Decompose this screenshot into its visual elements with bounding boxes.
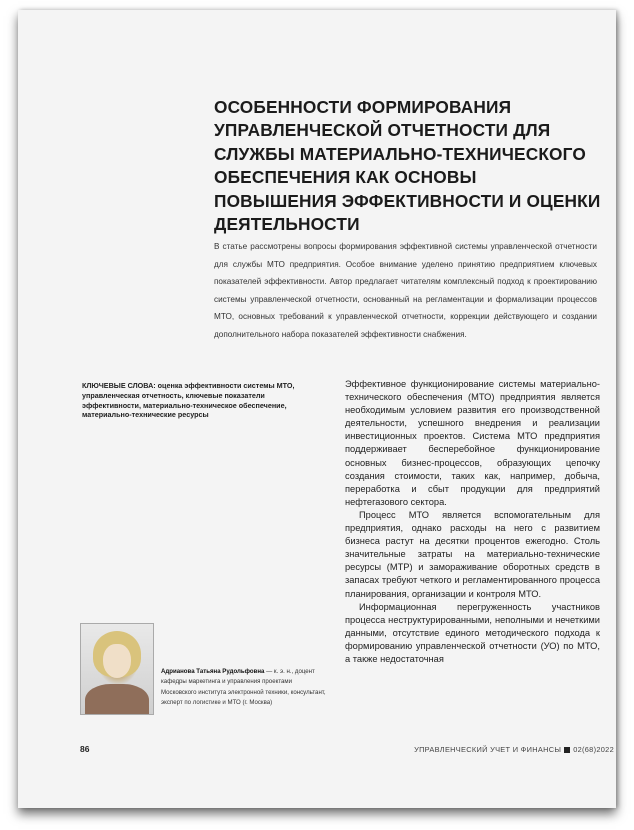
author-bio: — к. э. н., доцент кафедры маркетинга и управления проектами Московского института электронной техники, консультант, эксперт по логистике и МТО (г. Москва) [161, 668, 326, 706]
author-photo [80, 623, 154, 715]
page-number: 86 [80, 744, 90, 754]
keywords-text: оценка эффективности системы МТО, управленческая отчетность, ключевые показатели эффективности, материально-техническое обеспечение, материально-технические ресурсы [82, 381, 295, 420]
journal-footer [414, 745, 614, 754]
article-title: ОСОБЕННОСТИ ФОРМИРОВАНИЯ УПРАВЛЕНЧЕСКОЙ ОТЧЕТНОСТИ ДЛЯ СЛУЖБЫ МАТЕРИАЛЬНО-ТЕХНИЧЕСКОГО ОБЕСПЕЧЕНИЯ КАК ОСНОВЫ ПОВЫШЕНИЯ ЭФФЕКТИВНОСТИ И ОЦЕНКИ ДЕЯТЕЛЬНОСТИ [214, 97, 601, 235]
square-separator-icon [564, 747, 570, 753]
article-abstract: В статье рассмотрены вопросы формирования эффективной системы управленческой отчетности для службы МТО предприятия. Особое внимание уделено принятию предприятием ключевых показателей эффективности. Автор предлагает читателям комплексный подход к проектированию системы управленческой отчетности, основанный на регламентации и формализации процессов МТО, основных требований к управленческой отчетности, коррекции действующего и создании дополнительного набора показателей эффективности снабжения. [214, 242, 597, 339]
keywords-block [82, 381, 322, 420]
body-paragraph-3: Информационная перегруженность участников процесса неструктурированными, неполными и нечеткими данными, отсутствие единого методического подхода к формированию управленческой отчетности (УО) по МТО, а также недостаточная [345, 601, 600, 664]
article-body [345, 378, 600, 666]
author-info [161, 667, 329, 708]
body-paragraph-1: Эффективное функционирование системы материально-технического обеспечения (МТО) предприятия является необходимым условием развития его производственной деятельности, успешного внедрения и реализации инвестиционных проектов. Система МТО предприятия поддерживает бесперебойное функционирование основных бизнес-процессов, образующих цепочку создания стоимости, таких как, например, добыча, переработка и сбыт продукции для предприятий нефтегазового сектора. [345, 379, 600, 507]
journal-issue: 02(68)2022 [573, 745, 614, 754]
journal-name: УПРАВЛЕНЧЕСКИЙ УЧЕТ И ФИНАНСЫ [414, 745, 562, 754]
keywords-label: КЛЮЧЕВЫЕ СЛОВА: [82, 381, 156, 390]
author-name: Адрианова Татьяна Рудольфовна [161, 668, 265, 675]
body-paragraph-2: Процесс МТО является вспомогательным для предприятия, однако расходы на него с развитием бизнеса растут на десятки процентов ежегодно. Столь значительные затраты на материально-технические ресурсы (МТР) и замораживание оборотных средств в запасах требуют четкого и регламентированного процесса планирования, организации и контроля МТО. [345, 509, 600, 599]
